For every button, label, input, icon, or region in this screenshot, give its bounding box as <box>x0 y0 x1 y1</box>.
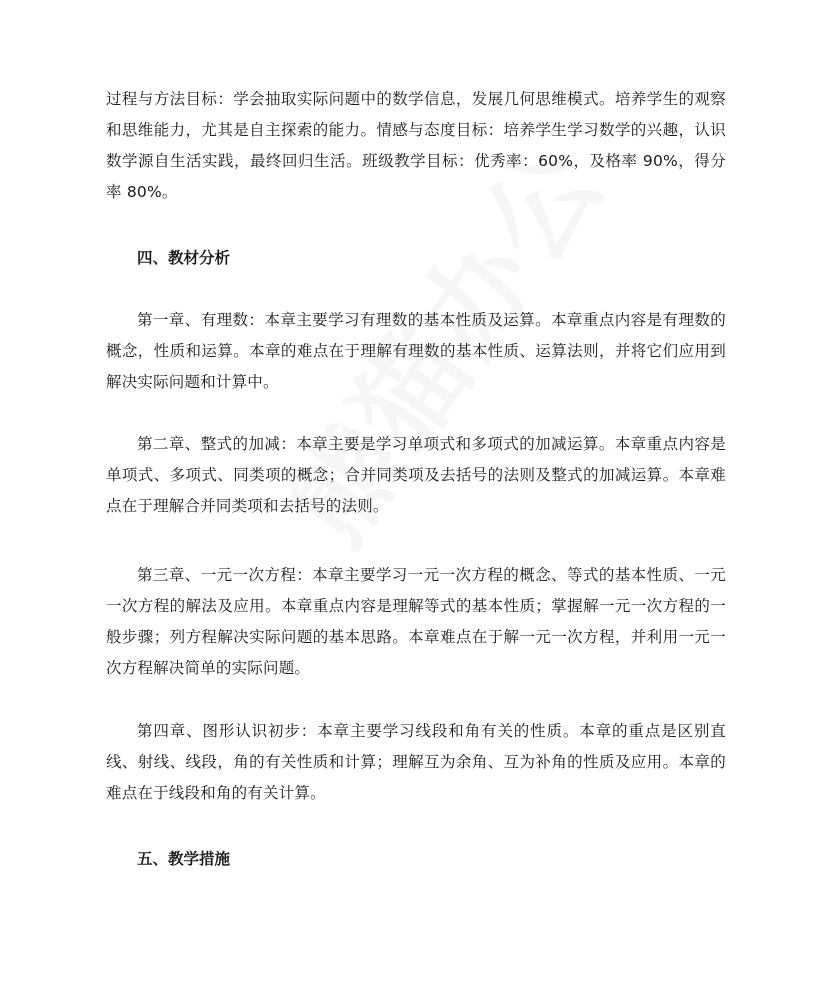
chapter-2-paragraph: 第二章、整式的加减：本章主要是学习单项式和多项式的加减运算。本章重点内容是单项式、多项式、同类项的概念；合并同类项及去括号的法则及整式的加减运算。本章难点在于理解合并同类项和去括号的法则。 <box>106 435 726 515</box>
section-heading-textbook-analysis: 四、教材分析 <box>137 249 231 267</box>
goals-paragraph: 过程与方法目标：学会抽取实际问题中的数学信息，发展几何思维模式。培养学生的观察和思维能力，尤其是自主探索的能力。情感与态度目标：培养学生学习数学的兴趣，认识数学源自生活实践，最终回归生活。班级教学目标：优秀率：60%，及格率 90%，得分率 80%。 <box>106 90 726 201</box>
chapter-3-paragraph: 第三章、一元一次方程：本章主要学习一元一次方程的概念、等式的基本性质、一元一次方程的解法及应用。本章重点内容是理解等式的基本性质；掌握解一元一次方程的一般步骤；列方程解决实际问题的基本思路。本章难点在于解一元一次方程，并利用一元一次方程解决简单的实际问题。 <box>106 566 726 677</box>
chapter-4-paragraph: 第四章、图形认识初步：本章主要学习线段和角有关的性质。本章的重点是区别直线、射线、线段，角的有关性质和计算；理解互为余角、互为补角的性质及应用。本章的难点在于线段和角的有关计算。 <box>106 722 726 802</box>
section-heading-teaching-measures: 五、教学措施 <box>137 850 231 868</box>
chapter-1-paragraph: 第一章、有理数：本章主要学习有理数的基本性质及运算。本章重点内容是有理数的概念，性质和运算。本章的难点在于理解有理数的基本性质、运算法则，并将它们应用到解决实际问题和计算中。 <box>106 311 726 391</box>
